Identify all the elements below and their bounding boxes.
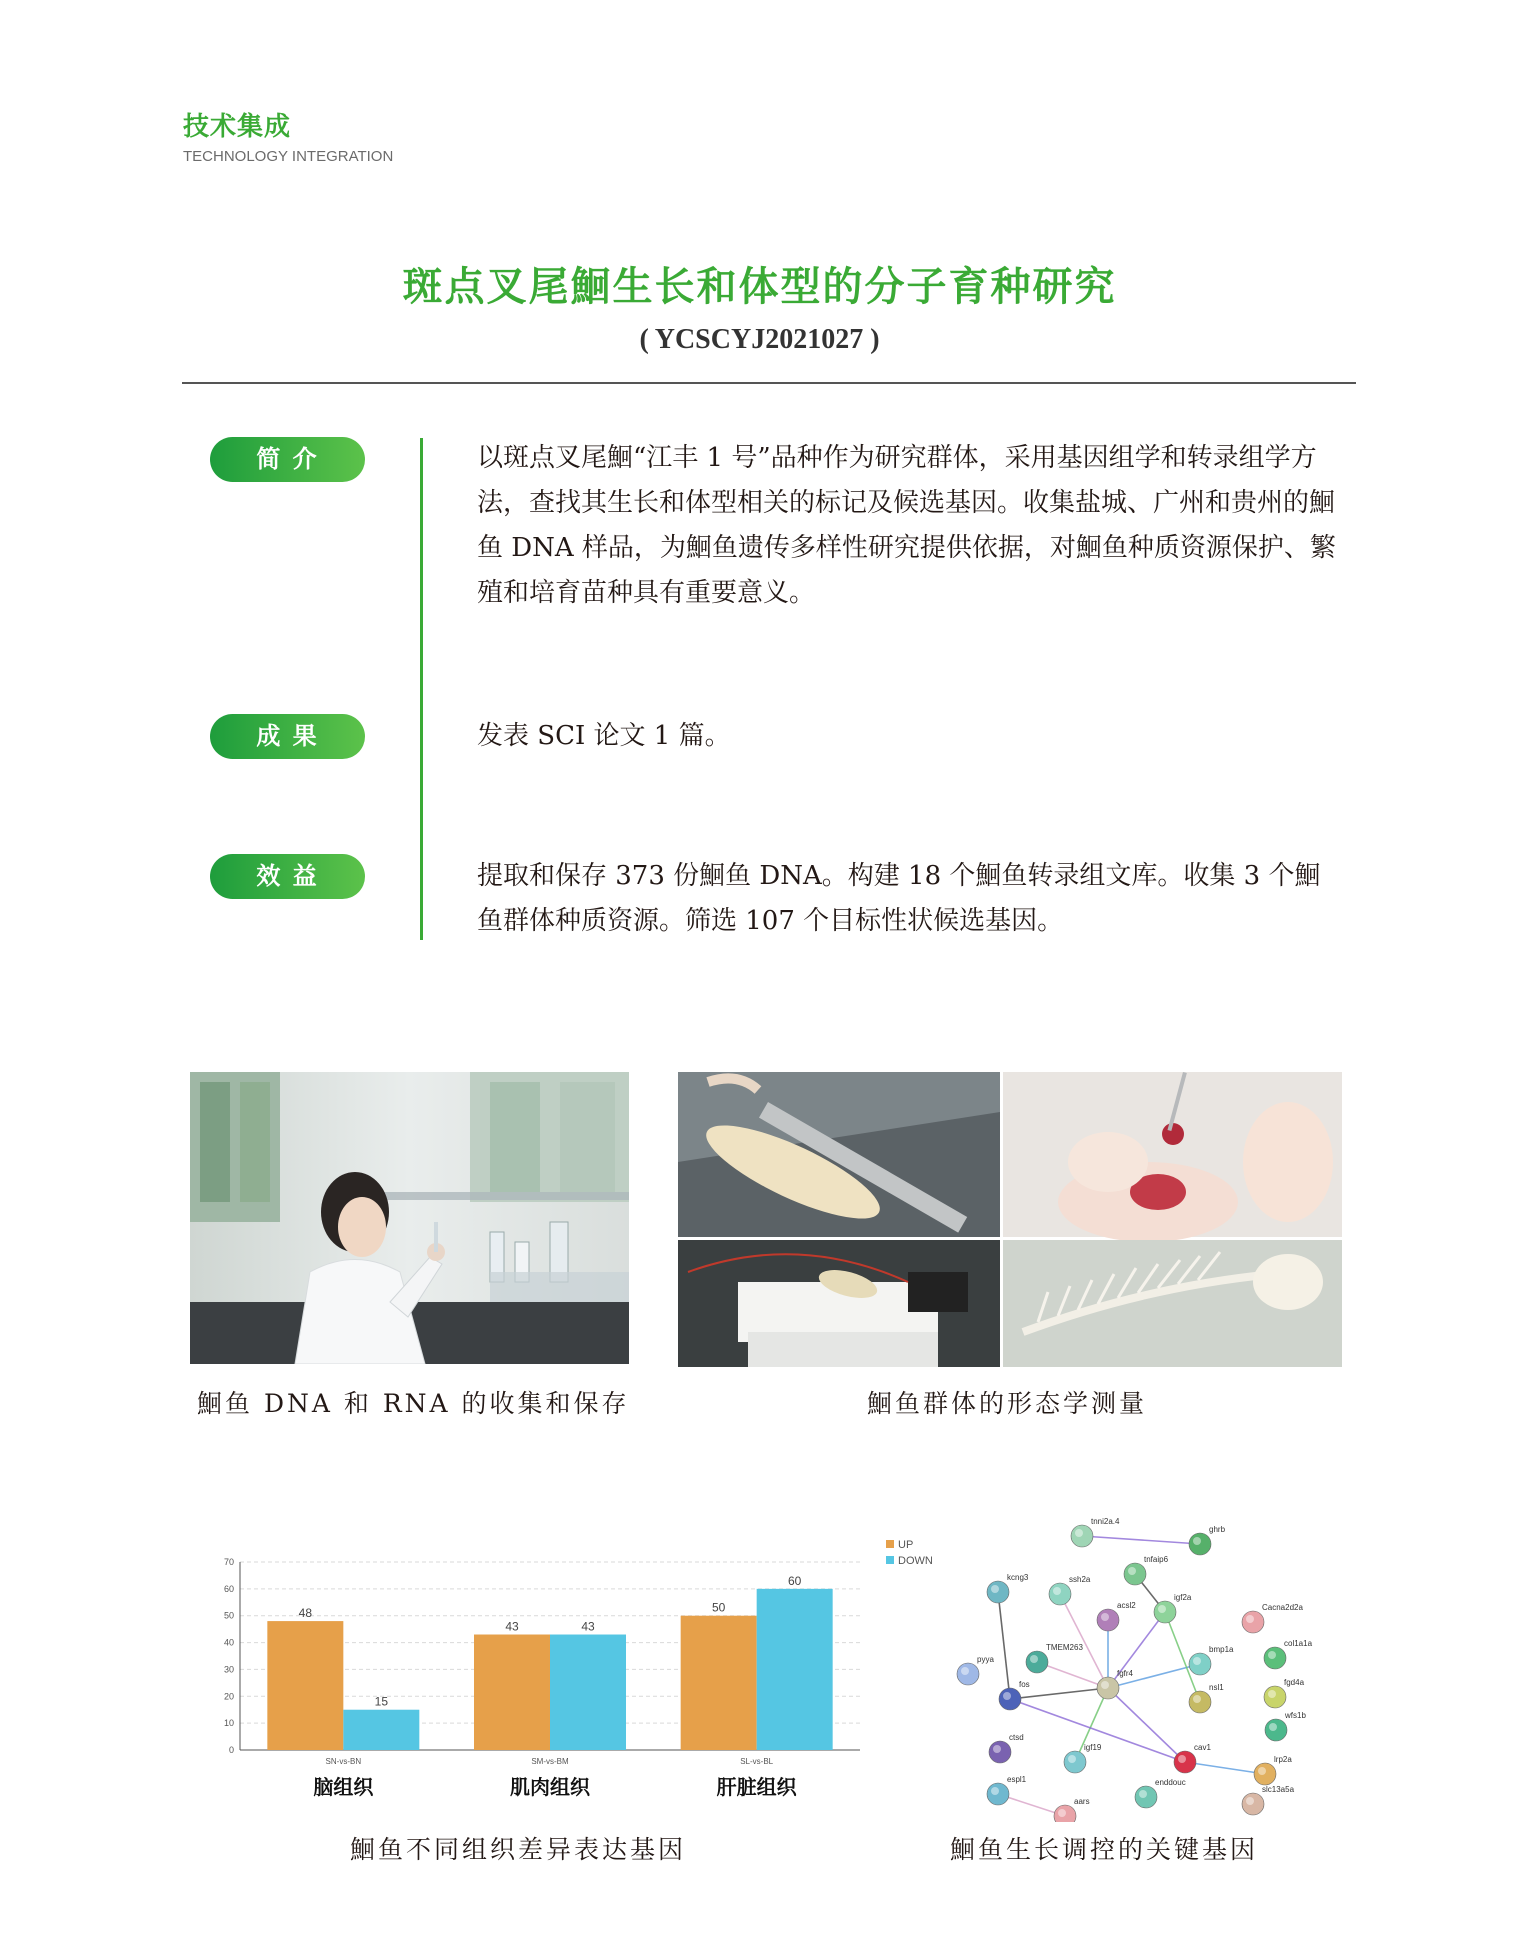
gene-label: Cacna2d2a bbox=[1262, 1603, 1303, 1612]
gene-node bbox=[1189, 1653, 1211, 1675]
gene-label: pyya bbox=[977, 1655, 994, 1664]
gene-node bbox=[1242, 1793, 1264, 1815]
y-tick-label: 0 bbox=[228, 1745, 234, 1755]
caption-measure: 鮰鱼群体的形态学测量 bbox=[867, 1389, 1148, 1418]
photo-dissection bbox=[1003, 1072, 1342, 1242]
title-divider bbox=[182, 382, 1356, 384]
gene-node bbox=[1071, 1525, 1093, 1547]
bar-down bbox=[550, 1635, 626, 1750]
legend-label: UP bbox=[898, 1539, 914, 1551]
gene-node-highlight bbox=[1193, 1657, 1201, 1665]
lab-photo bbox=[190, 1072, 629, 1364]
gene-node-highlight bbox=[1003, 1692, 1011, 1700]
section-divider-line bbox=[420, 438, 423, 940]
y-tick-label: 60 bbox=[223, 1583, 234, 1594]
gene-node bbox=[1264, 1686, 1286, 1708]
bar-down bbox=[343, 1710, 419, 1750]
gene-label: wfs1b bbox=[1285, 1711, 1306, 1720]
y-tick-label: 20 bbox=[223, 1691, 234, 1702]
gene-node-highlight bbox=[991, 1787, 999, 1795]
gene-label: tnfaip6 bbox=[1144, 1555, 1169, 1564]
bar-up bbox=[681, 1616, 757, 1750]
measurement-photo-collage bbox=[678, 1072, 1342, 1367]
gene-node bbox=[1049, 1583, 1071, 1605]
bar-chart bbox=[210, 1550, 860, 1840]
gene-label: col1a1a bbox=[1284, 1639, 1313, 1648]
network-edge bbox=[998, 1592, 1010, 1699]
section-subtitle: TECHNOLOGY INTEGRATION bbox=[183, 148, 394, 165]
gene-label: ghrb bbox=[1209, 1525, 1226, 1534]
gene-node bbox=[1026, 1651, 1048, 1673]
x-tick-label: SN-vs-BN bbox=[325, 1757, 362, 1766]
gene-label: kcng3 bbox=[1007, 1573, 1029, 1582]
project-code: ( YCSCYJ2021027 ) bbox=[639, 324, 880, 355]
gene-label: fos bbox=[1019, 1680, 1030, 1689]
y-tick-label: 30 bbox=[223, 1664, 234, 1675]
page-title: 斑点叉尾鮰生长和体型的分子育种研究 bbox=[402, 264, 1117, 310]
section-title: 技术集成 bbox=[183, 112, 292, 142]
benefits-text: 提取和保存 373 份鮰鱼 DNA。构建 18 个鮰鱼转录组文库。收集 3 个鮰鱼群体种质资源。筛选 107 个目标性状候选基因。 bbox=[477, 861, 1321, 936]
gene-label: ctsd bbox=[1009, 1733, 1024, 1742]
caption-chart: 鮰鱼不同组织差异表达基因 bbox=[350, 1835, 687, 1864]
gene-node bbox=[1189, 1691, 1211, 1713]
gene-label: acsl2 bbox=[1117, 1601, 1136, 1610]
gene-node-highlight bbox=[1246, 1615, 1254, 1623]
bar-value-label: 43 bbox=[505, 1619, 519, 1634]
gene-node-highlight bbox=[1158, 1605, 1166, 1613]
intro-text: 以斑点叉尾鮰“江丰 1 号”品种作为研究群体，采用基因组学和转录组学方法，查找其生长和体型相关的标记及候选基因。收集盐城、广州和贵州的鮰鱼 DNA 样品，为鮰鱼遗传多样性研究提供依据，对鮰鱼种质资源保护、繁殖和培育苗种具有重要意义。 bbox=[477, 443, 1336, 608]
gene-node-highlight bbox=[1053, 1587, 1061, 1595]
gene-label: espl1 bbox=[1007, 1775, 1027, 1784]
photo-skeleton bbox=[1003, 1240, 1342, 1367]
category-label: 肝脏组织 bbox=[716, 1775, 797, 1799]
tag-results: 成 果 bbox=[210, 714, 365, 759]
network-edge bbox=[1082, 1536, 1200, 1544]
gene-node bbox=[987, 1783, 1009, 1805]
gene-node bbox=[989, 1741, 1011, 1763]
gene-node bbox=[1254, 1763, 1276, 1785]
gene-node bbox=[1265, 1719, 1287, 1741]
gene-node-highlight bbox=[1246, 1797, 1254, 1805]
bar-value-label: 43 bbox=[581, 1619, 595, 1634]
gene-node bbox=[1154, 1601, 1176, 1623]
gene-label: enddouc bbox=[1155, 1778, 1186, 1787]
network-edge bbox=[1185, 1762, 1265, 1774]
gene-label: igf2a bbox=[1174, 1593, 1192, 1602]
x-tick-label: SM-vs-BM bbox=[531, 1757, 569, 1766]
bar-value-label: 60 bbox=[787, 1573, 802, 1588]
gene-label: cav1 bbox=[1194, 1743, 1211, 1752]
gene-label: fgfr4 bbox=[1117, 1669, 1134, 1678]
photo-calipers bbox=[678, 1072, 1000, 1237]
gene-node bbox=[1097, 1609, 1119, 1631]
gene-node bbox=[999, 1688, 1021, 1710]
gene-label: fgd4a bbox=[1284, 1678, 1305, 1687]
y-tick-label: 40 bbox=[223, 1637, 234, 1648]
gene-node-highlight bbox=[1258, 1767, 1266, 1775]
gene-node bbox=[1124, 1563, 1146, 1585]
tag-benefits: 效 益 bbox=[210, 854, 365, 899]
bar-down bbox=[757, 1589, 833, 1750]
gene-label: lrp2a bbox=[1274, 1755, 1292, 1764]
gene-node-highlight bbox=[1128, 1567, 1136, 1575]
gene-label: nsl1 bbox=[1209, 1683, 1224, 1692]
gene-node-highlight bbox=[1101, 1613, 1109, 1621]
gene-node-highlight bbox=[1193, 1695, 1201, 1703]
gene-node-highlight bbox=[1058, 1809, 1066, 1817]
x-tick-label: SL-vs-BL bbox=[740, 1757, 774, 1766]
gene-label: ssh2a bbox=[1069, 1575, 1091, 1584]
gene-node-highlight bbox=[991, 1585, 999, 1593]
bar-up bbox=[267, 1621, 343, 1750]
gene-label: TMEM263 bbox=[1046, 1643, 1083, 1652]
gene-node-highlight bbox=[1101, 1681, 1109, 1689]
tag-intro: 简 介 bbox=[210, 437, 365, 482]
gene-node-highlight bbox=[1193, 1537, 1201, 1545]
gene-node bbox=[1189, 1533, 1211, 1555]
gene-label: igf19 bbox=[1084, 1743, 1102, 1752]
legend-swatch-down bbox=[886, 1556, 894, 1564]
gene-label: tnni2a.4 bbox=[1091, 1517, 1120, 1526]
gene-node-highlight bbox=[1268, 1690, 1276, 1698]
gene-node bbox=[1097, 1677, 1119, 1699]
gene-node bbox=[1135, 1786, 1157, 1808]
gene-node bbox=[1174, 1751, 1196, 1773]
gene-node bbox=[1064, 1751, 1086, 1773]
gene-node-highlight bbox=[1139, 1790, 1147, 1798]
network-edge bbox=[1010, 1688, 1108, 1699]
gene-node-highlight bbox=[1075, 1529, 1083, 1537]
gene-node-highlight bbox=[1030, 1655, 1038, 1663]
category-label: 脑组织 bbox=[313, 1775, 374, 1799]
bar-value-label: 50 bbox=[711, 1600, 726, 1615]
caption-network: 鮰鱼生长调控的关键基因 bbox=[950, 1835, 1259, 1864]
gene-node bbox=[1242, 1611, 1264, 1633]
bar-up bbox=[474, 1635, 550, 1750]
gene-label: bmp1a bbox=[1209, 1645, 1234, 1654]
results-text: 发表 SCI 论文 1 篇。 bbox=[477, 721, 731, 751]
gene-node bbox=[957, 1663, 979, 1685]
legend-swatch-up bbox=[886, 1540, 894, 1548]
y-tick-label: 10 bbox=[223, 1718, 234, 1729]
photo-scale bbox=[678, 1240, 1000, 1367]
caption-lab: 鮰鱼 DNA 和 RNA 的收集和保存 bbox=[197, 1389, 630, 1418]
y-tick-label: 70 bbox=[223, 1557, 234, 1567]
gene-label: aars bbox=[1074, 1797, 1090, 1806]
gene-node bbox=[1264, 1647, 1286, 1669]
network-edge bbox=[1010, 1699, 1185, 1762]
legend-label: DOWN bbox=[898, 1555, 933, 1567]
category-label: 肌肉组织 bbox=[510, 1775, 590, 1799]
bar-value-label: 15 bbox=[374, 1694, 389, 1709]
gene-network-diagram bbox=[880, 1512, 1320, 1822]
gene-node bbox=[987, 1581, 1009, 1603]
gene-node-highlight bbox=[1178, 1755, 1186, 1763]
bar-value-label: 48 bbox=[298, 1606, 313, 1621]
y-tick-label: 50 bbox=[223, 1610, 234, 1621]
gene-node-highlight bbox=[993, 1745, 1001, 1753]
gene-node-highlight bbox=[1068, 1755, 1076, 1763]
gene-node-highlight bbox=[1268, 1651, 1276, 1659]
gene-node-highlight bbox=[961, 1667, 969, 1675]
gene-label: slc13a5a bbox=[1262, 1785, 1295, 1794]
gene-node-highlight bbox=[1269, 1723, 1277, 1731]
network-edge bbox=[1108, 1688, 1185, 1762]
